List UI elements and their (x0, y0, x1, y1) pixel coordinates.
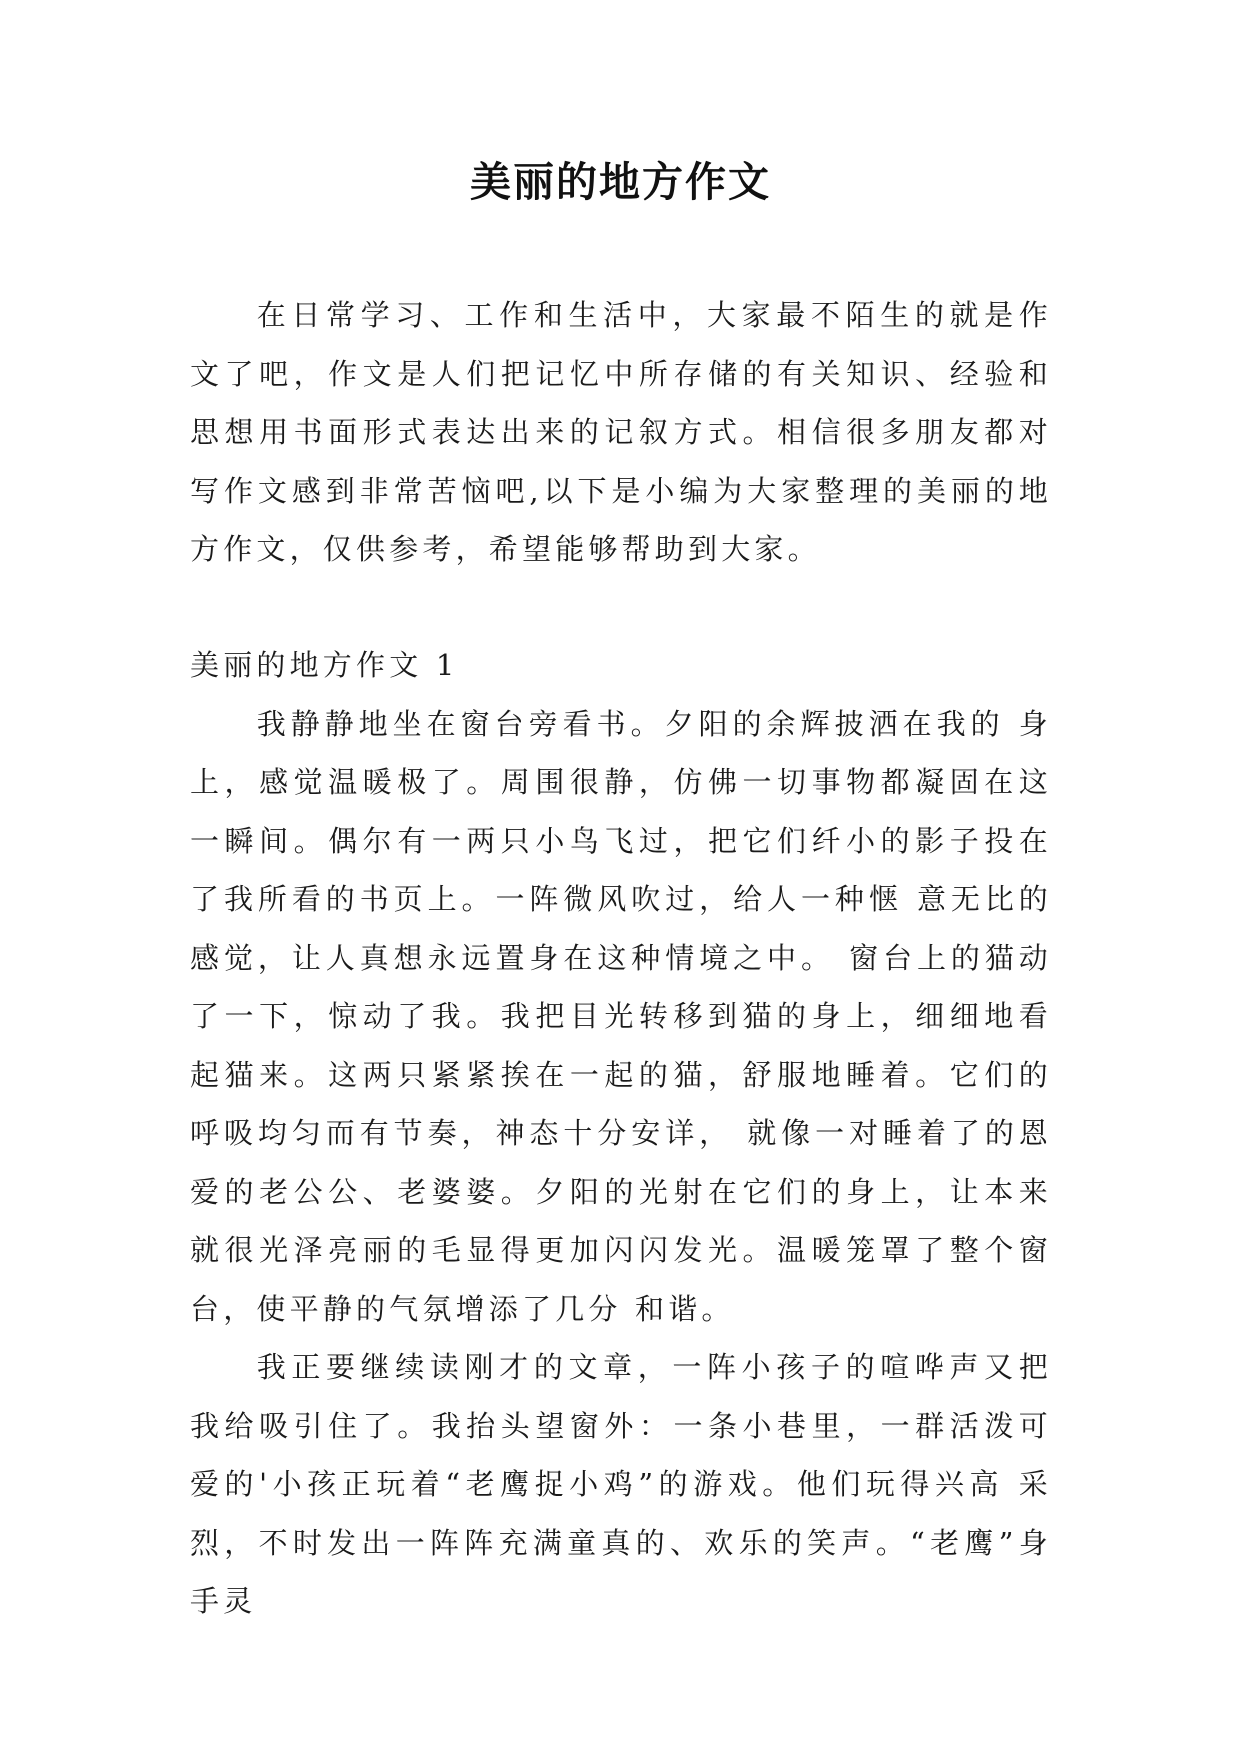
section-paragraph-2: 我正要继续读刚才的文章，一阵小孩子的喧哗声又把我给吸引住了。我抬头望窗外：一条小巷里，一群活泼可爱的'小孩正玩着“老鹰捉小鸡”的游戏。他们玩得兴高 采烈，不时发出一阵阵充满童真的、欢乐的笑声。“老鹰”身手灵 (190, 1350, 1052, 1618)
document-title: 美丽的地方作文 (470, 158, 771, 206)
essay-section-1 (190, 636, 1052, 1631)
section-heading: 美丽的地方作文 1 (190, 648, 459, 682)
section-paragraph-1: 我静静地坐在窗台旁看书。夕阳的余辉披洒在我的 身上，感觉温暖极了。周围很静，仿佛一切事物都凝固在这一瞬间。偶尔有一两只小鸟飞过，把它们纤小的影子投在了我所看的书页上。一阵微风吹过，给人一种惬 意无比的感觉，让人真想永远置身在这种情境之中。 窗台上的猫动了一下，惊动了我。我把目光转移到猫的身上，细细地看起猫来。这两只紧紧挨在一起的猫，舒服地睡着。它们的呼吸均匀而有节奏，神态十分安详， 就像一对睡着了的恩爱的老公公、老婆婆。夕阳的光射在它们的身上，让本来就很光泽亮丽的毛显得更加闪闪发光。温暖笼罩了整个窗台，使平静的气氛增添了几分 和谐。 (190, 706, 1052, 1326)
intro-paragraph: 在日常学习、工作和生活中，大家最不陌生的就是作文了吧，作文是人们把记忆中所存储的有关知识、经验和思想用书面形式表达出来的记叙方式。相信很多朋友都对写作文感到非常苦恼吧,以下是小编为大家整理的美丽的地方作文，仅供参考，希望能够帮助到大家。 (190, 298, 1052, 566)
intro-block (190, 286, 1052, 579)
